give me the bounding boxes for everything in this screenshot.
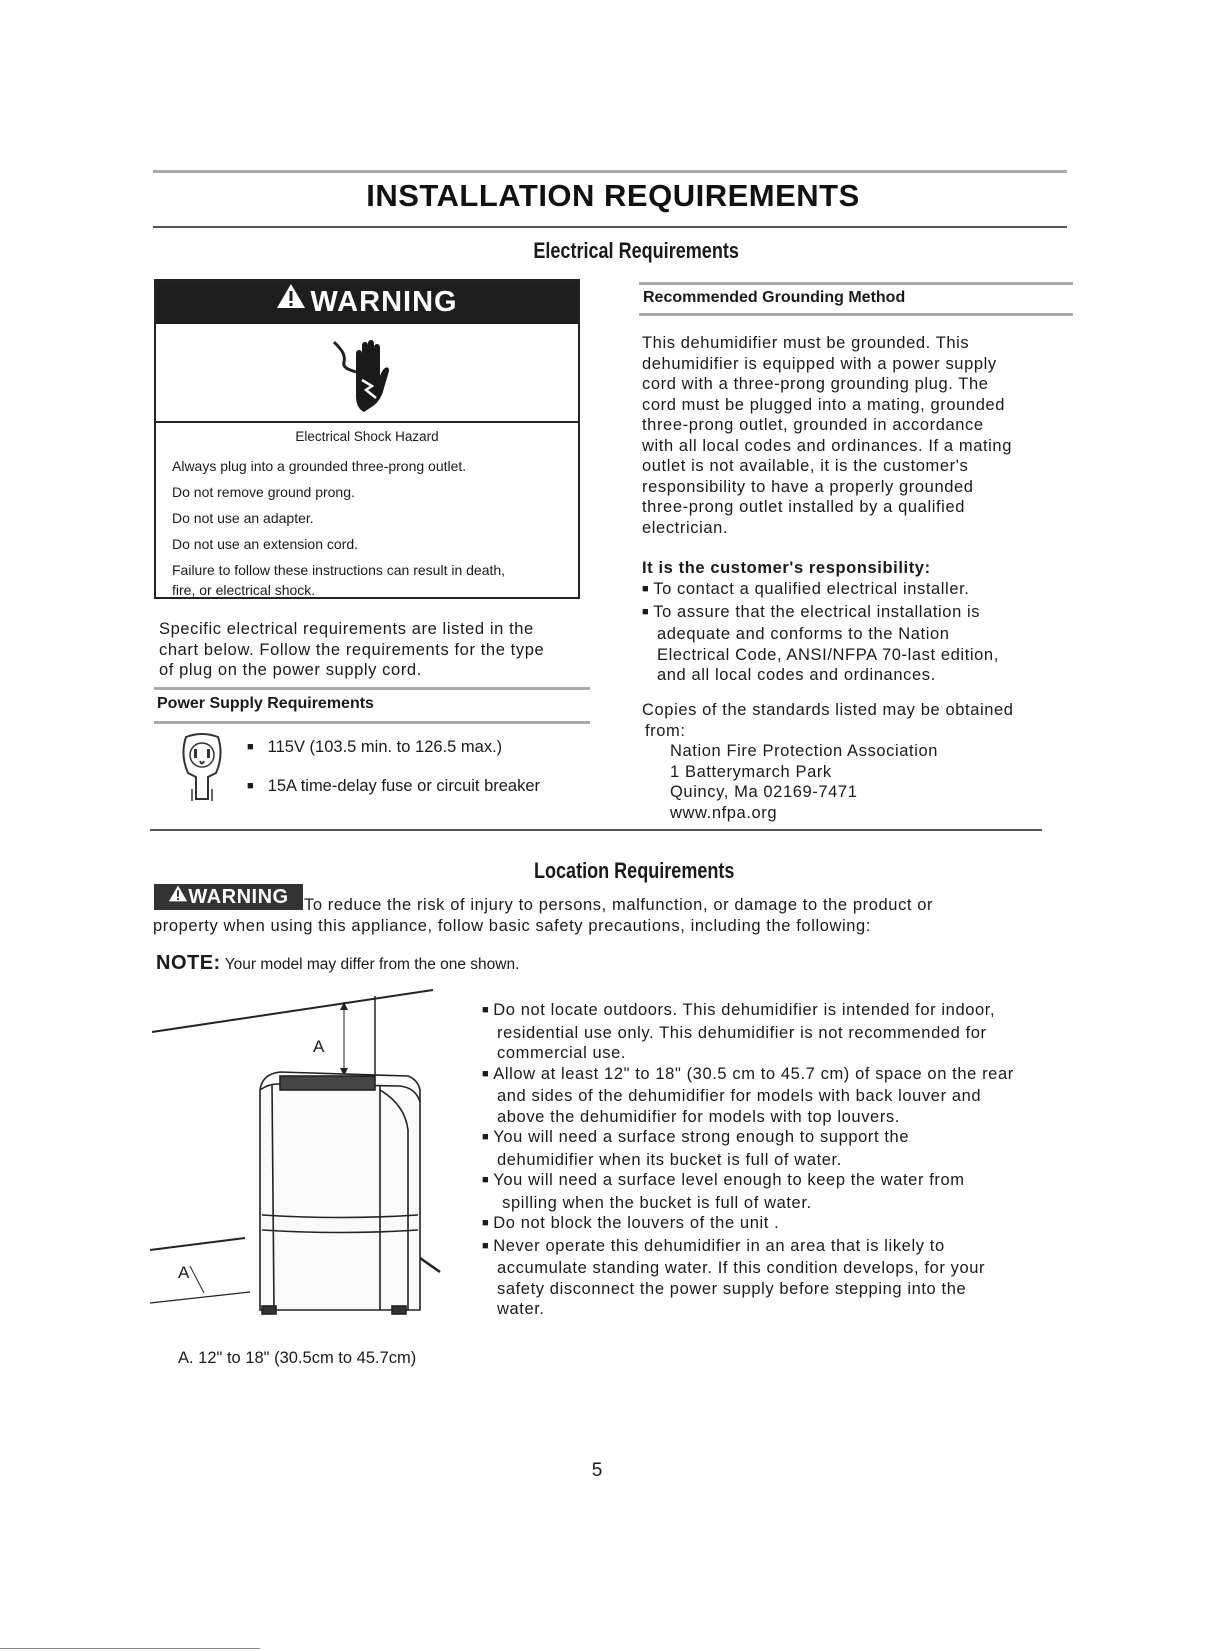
warning-line: Failure to follow these instructions can result in death,	[172, 562, 506, 578]
list-item-text: Allow at least 12" to 18" (30.5 cm to 45.7 cm) of space on the rear	[493, 1064, 1014, 1083]
list-item-continued: adequate and conforms to the Nation	[657, 625, 950, 643]
address-line: www.nfpa.org	[670, 803, 778, 822]
plug-icon	[178, 733, 226, 808]
diagram-label-top: A	[313, 1037, 325, 1056]
list-item-continued: dehumidifier when its bucket is full of water.	[497, 1150, 842, 1169]
text-line: electrician.	[642, 518, 729, 537]
warning-header-label: WARNING	[310, 286, 458, 318]
list-item	[482, 1170, 1014, 1193]
location-warning-badge	[154, 884, 303, 910]
copies-text	[642, 700, 1014, 741]
address-line: Quincy, Ma 02169-7471	[670, 783, 858, 801]
title-underline	[153, 226, 1067, 228]
power-supply-item	[247, 738, 502, 757]
power-item-text: 115V (103.5 min. to 126.5 max.)	[267, 738, 503, 756]
warning-line: Always plug into a grounded three-prong outlet.	[172, 458, 467, 474]
text-line: chart below. Follow the requirements for the type	[159, 640, 545, 659]
text-line: Specific electrical requirements are listed in the	[159, 620, 534, 638]
address-line: Nation Fire Protection Association	[670, 742, 939, 760]
warning-line: fire, or electrical shock.	[172, 582, 316, 598]
power-item-text: 15A time-delay fuse or circuit breaker	[267, 777, 541, 795]
list-item-continued: commercial use.	[497, 1044, 627, 1062]
square-bullet-icon	[482, 1237, 493, 1255]
note-label: NOTE:	[156, 952, 221, 974]
text-line: dehumidifier is equipped with a power supply	[642, 354, 997, 373]
text-line: with all local codes and ordinances. If a mating	[642, 436, 1012, 455]
location-warning-text-second: property when using this appliance, follow basic safety precautions, including the following:	[153, 917, 872, 935]
section-divider	[150, 829, 1042, 831]
square-bullet-icon: ■	[247, 741, 254, 753]
warning-icon-area	[156, 324, 578, 423]
page-title: INSTALLATION REQUIREMENTS	[366, 178, 860, 213]
list-item	[482, 1236, 1014, 1259]
text-line: three-prong outlet, grounded in accordance	[642, 416, 984, 434]
text-line: This dehumidifier must be grounded. This	[642, 334, 970, 352]
grounding-heading: Recommended Grounding Method	[643, 289, 906, 306]
list-item-continued: above the dehumidifier for models with top louvers.	[497, 1107, 900, 1126]
list-item-continued: accumulate standing water. If this condition develops, for your	[497, 1259, 986, 1277]
warning-line: Do not remove ground prong.	[172, 484, 355, 500]
text-line: cord must be plugged into a mating, grounded	[642, 395, 1006, 414]
list-item-continued: spilling when the bucket is full of water.	[497, 1193, 812, 1212]
power-supply-item	[247, 777, 540, 796]
list-item-text: Never operate this dehumidifier in an area that is likely to	[493, 1236, 945, 1255]
warning-line: Do not use an adapter.	[172, 510, 314, 526]
location-warning-text-first: To reduce the risk of injury to persons, malfunction, or damage to the product or	[304, 896, 934, 914]
square-bullet-icon	[482, 1001, 493, 1019]
text-line: Copies of the standards listed may be obtained	[642, 701, 1014, 719]
list-item-text: Do not locate outdoors. This dehumidifier is intended for indoor,	[493, 1001, 996, 1019]
electric-shock-hand-icon	[326, 336, 406, 421]
note-text: Your model may differ from the one shown.	[224, 956, 520, 973]
warning-triangle-icon	[168, 883, 188, 909]
square-bullet-icon	[482, 1171, 493, 1189]
square-bullet-icon	[642, 580, 653, 598]
text-line: cord with a three-prong grounding plug. The	[642, 375, 989, 393]
location-bullets	[482, 1000, 1014, 1320]
warning-header	[156, 281, 578, 324]
list-item	[482, 1127, 1014, 1150]
nfpa-address	[670, 741, 938, 823]
list-item-text: Do not block the louvers of the unit .	[493, 1214, 780, 1232]
list-item-text: To assure that the electrical installation is	[653, 602, 981, 621]
square-bullet-icon	[482, 1214, 493, 1232]
square-bullet-icon	[642, 603, 653, 621]
side-clearance-arrow	[190, 1266, 204, 1293]
square-bullet-icon	[482, 1128, 493, 1146]
list-item	[642, 579, 999, 602]
text-line: outlet is not available, it is the customer's	[642, 457, 969, 475]
diagram-label-side: A	[178, 1263, 190, 1282]
power-supply-heading: Power Supply Requirements	[157, 695, 374, 712]
square-bullet-icon: ■	[247, 780, 254, 792]
responsibility-list	[642, 579, 999, 686]
grounding-paragraph	[642, 333, 1012, 538]
electrical-requirements-heading: Electrical Requirements	[533, 238, 739, 263]
list-item-text: You will need a surface level enough to keep the water from	[493, 1171, 965, 1189]
list-item	[482, 1213, 1014, 1236]
clearance-diagram	[150, 980, 450, 1340]
note-line	[156, 952, 519, 975]
location-requirements-heading: Location Requirements	[533, 858, 735, 883]
list-item	[642, 602, 999, 625]
warning-line: Do not use an extension cord.	[172, 536, 359, 552]
list-item-text: To contact a qualified electrical installer.	[653, 580, 970, 598]
address-line: 1 Batterymarch Park	[670, 762, 832, 781]
square-bullet-icon	[482, 1065, 493, 1083]
specific-requirements-text	[159, 619, 544, 681]
list-item-continued: and all local codes and ordinances.	[657, 666, 936, 684]
text-line: responsibility to have a properly grounded	[642, 477, 974, 496]
list-item-continued: Electrical Code, ANSI/NFPA 70-last edition,	[657, 645, 999, 664]
top-rule	[153, 170, 1067, 173]
page-number: 5	[591, 1460, 603, 1481]
list-item	[482, 1000, 1014, 1023]
list-item-continued: and sides of the dehumidifier for models with back louver and	[497, 1087, 982, 1105]
list-item-continued: water.	[497, 1300, 545, 1318]
text-line: three-prong outlet installed by a qualified	[642, 498, 965, 516]
list-item-text: You will need a surface strong enough to support the	[493, 1128, 910, 1146]
text-line: from:	[645, 721, 686, 740]
bottom-edge-rule	[0, 1648, 260, 1649]
list-item-continued: safety disconnect the power supply before stepping into the	[497, 1279, 967, 1298]
list-item-continued: residential use only. This dehumidifier is not recommended for	[497, 1023, 987, 1042]
responsibility-heading: It is the customer's responsibility:	[642, 559, 931, 577]
text-line: of plug on the power supply cord.	[159, 661, 422, 679]
hazard-title: Electrical Shock Hazard	[295, 429, 439, 444]
warning-triangle-icon	[276, 279, 306, 322]
diagram-caption: A. 12" to 18" (30.5cm to 45.7cm)	[178, 1349, 417, 1367]
ceiling-line	[152, 990, 433, 1032]
warning-badge-label: WARNING	[188, 886, 289, 908]
dehumidifier-illustration	[260, 1072, 420, 1314]
warning-lines	[172, 453, 572, 603]
electrical-warning-box	[154, 279, 580, 599]
list-item	[482, 1064, 1014, 1087]
